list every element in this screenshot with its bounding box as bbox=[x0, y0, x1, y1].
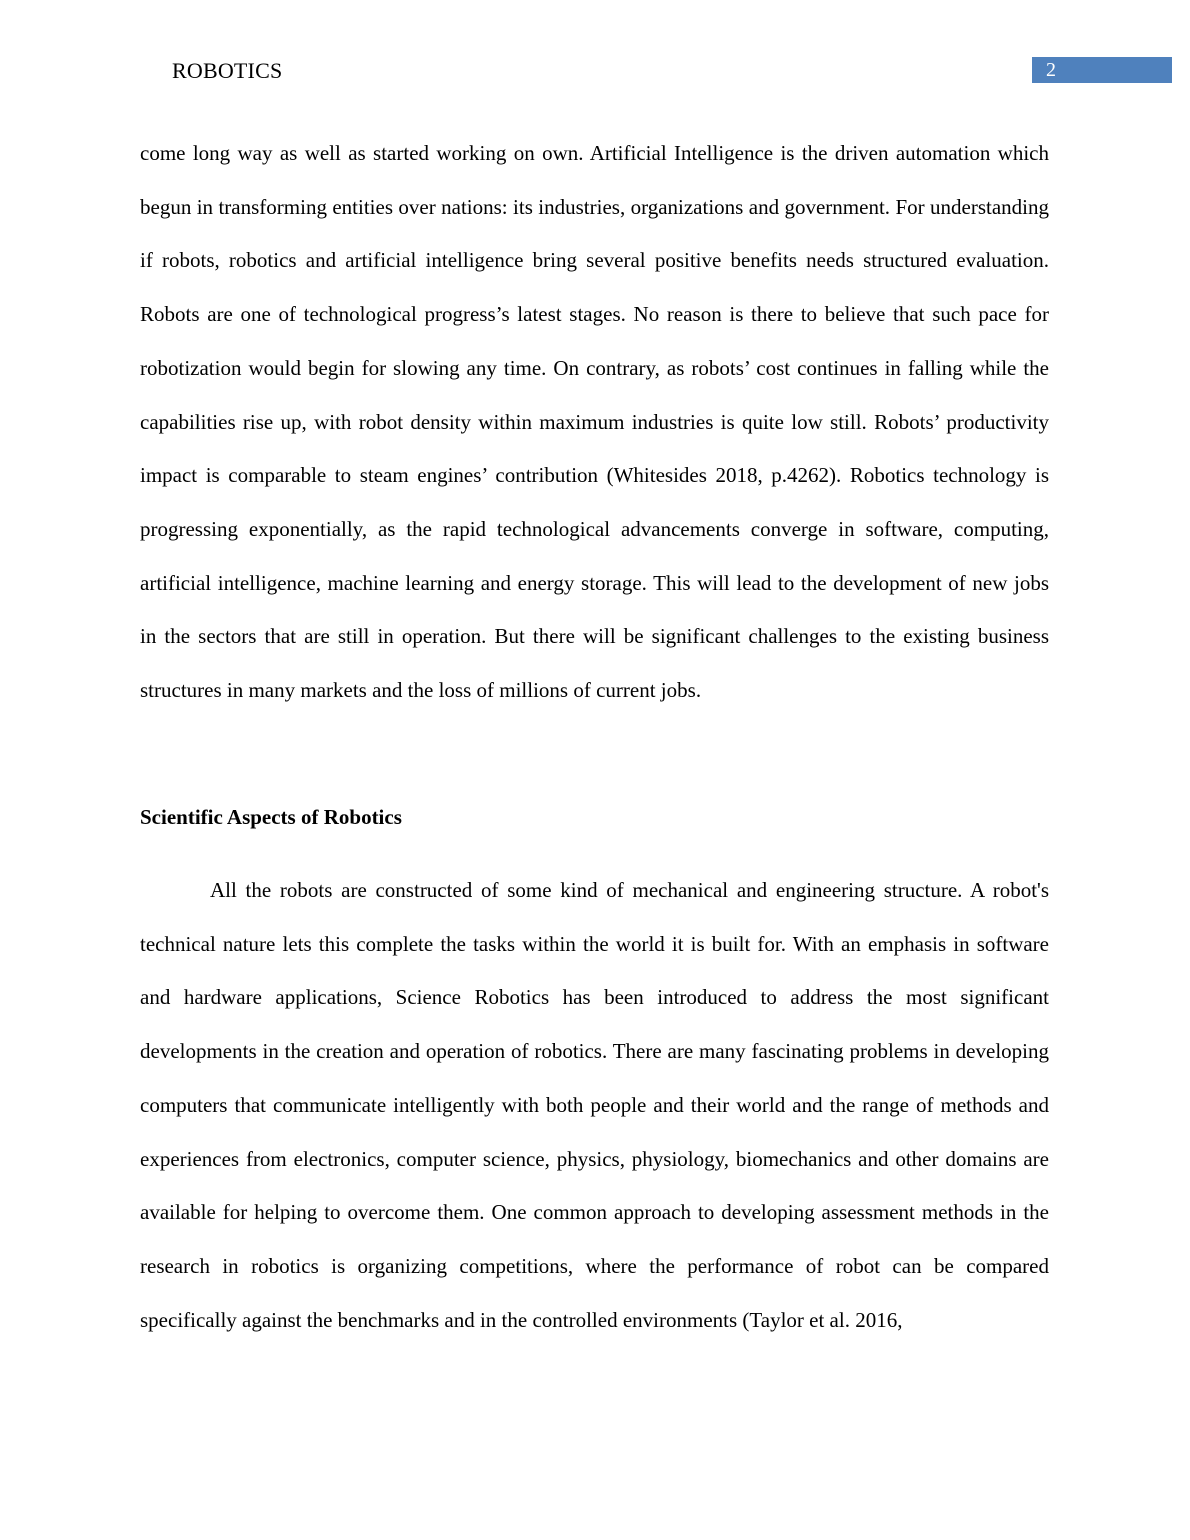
body-paragraph: All the robots are constructed of some kind of mechanical and engineering structure. A robot's technical nature lets this complete the tasks within the world it is built for. With an emphasis in software and hardware applications, Science Robotics has been introduced to address the most significant developments in the creation and operation of robotics. There are many fascinating problems in developing computers that communicate intelligently with both people and their world and the range of methods and experiences from electronics, computer science, physics, physiology, biomechanics and other domains are available for helping to overcome them. One common approach to developing assessment methods in the research in robotics is organizing competitions, where the performance of robot can be compared specifically against the benchmarks and in the controlled environments (Taylor et al. 2016, bbox=[140, 878, 1049, 1332]
section-heading: Scientific Aspects of Robotics bbox=[140, 805, 402, 829]
body-paragraph: come long way as well as started working on own. Artificial Intelligence is the driven automation which begun in transforming entities over nations: its industries, organizations and government. For understanding if robots, robotics and artificial intelligence bring several positive benefits needs structured evaluation. Robots are one of technological progress’s latest stages. No reason is there to believe that such pace for robotization would begin for slowing any time. On contrary, as robots’ cost continues in falling while the capabilities rise up, with robot density within maximum industries is quite low still. Robots’ productivity impact is comparable to steam engines’ contribution (Whitesides 2018, p.4262). Robotics technology is progressing exponentially, as the rapid technological advancements converge in software, computing, artificial intelligence, machine learning and energy storage. This will lead to the development of new jobs in the sectors that are still in operation. But there will be significant challenges to the existing business structures in many markets and the loss of millions of current jobs. bbox=[140, 141, 1049, 703]
page-number: 2 bbox=[1032, 57, 1172, 83]
running-head: ROBOTICS bbox=[172, 58, 283, 83]
